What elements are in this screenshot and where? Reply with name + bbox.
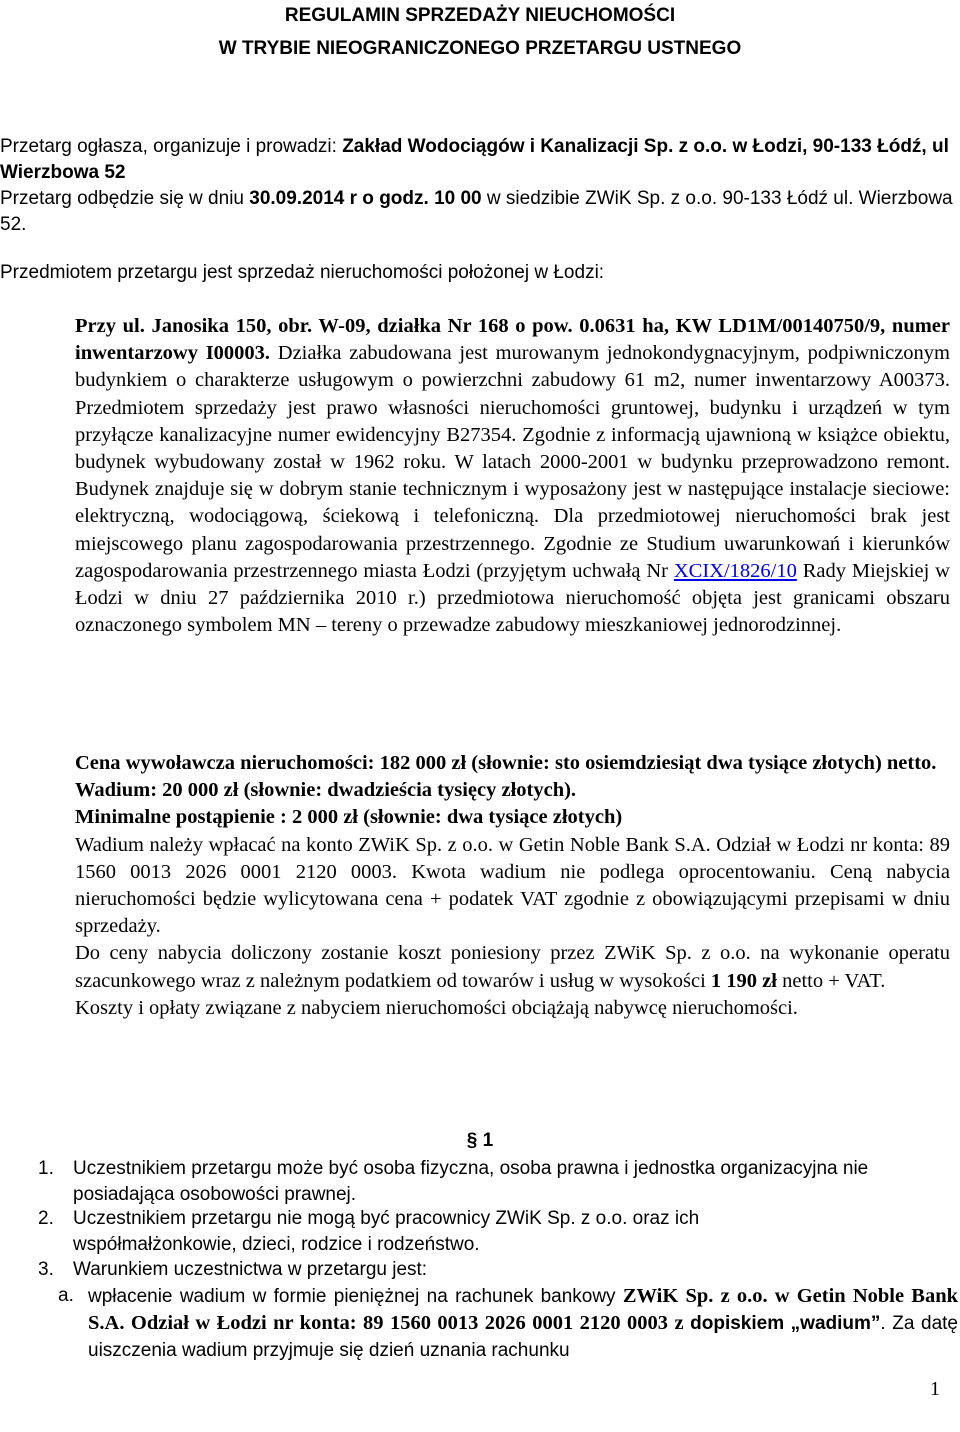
list-item-text: Uczestnikiem przetargu może być osoba fizyczna, osoba prawna i jednostka organizacyjna nie posiadająca osobowości prawnej.	[73, 1158, 869, 1205]
auction-date: 30.09.2014 r o godz. 10 00	[249, 188, 482, 209]
cost-amount: 1 190 zł	[710, 969, 777, 992]
intro-subject	[0, 260, 960, 286]
organizer-label: Przetarg ogłasza, organizuje i prowadzi:	[0, 136, 343, 157]
property-address: Przy ul. Janosika 150, obr. W-09, działka Nr 168 o pow. 0.0631 ha, KW LD1M/00140750/9, numer inwentarzowy I00003.	[75, 315, 950, 365]
sub-item	[88, 1283, 958, 1364]
list-item	[73, 1206, 863, 1258]
section-heading	[0, 1130, 960, 1152]
sub-item-number: a.	[58, 1285, 74, 1306]
minimum-bid: Minimalne postąpienie : 2 000 zł (słownie: dwa tysiące złotych)	[75, 806, 623, 829]
document-title: REGULAMIN SPRZEDAŻY NIEUCHOMOŚCI	[284, 5, 676, 26]
sub-item-text-a: wpłacenie wadium w formie pieniężnej na rachunek bankowy	[88, 1286, 623, 1307]
list-item-text: Uczestnikiem przetargu nie mogą być pracownicy ZWiK Sp. z o.o. oraz ich współmałżonkowie, dzieci, rodzice i rodzeństwo.	[73, 1208, 700, 1255]
resolution-link[interactable]: XCIX/1826/10	[673, 559, 797, 582]
document-subtitle: W TRYBIE NIEOGRANICZONEGO PRZETARGU USTNEGO	[218, 38, 742, 59]
property-text-a: Działka zabudowana jest murowanym jednokondygnacyjnym, podpiwniczonym budynkiem o charakterze usługowym o powierzchni zabudowy 61 m2, numer inwentarzowy A00373. Przedmiotem sprzedaży jest prawo własności nieruchomości gruntowej, budynku i urządzeń w tym przyłącze kanalizacyjne numer ewidencyjny B27354. Zgodnie z informacją ujawnioną w książce obiektu, budynek wybudowany został w 1962 roku. W latach 2000-2001 w budynku przeprowadzono remont. Budynek znajduje się w dobrym stanie technicznym i wyposażony jest w następujące instalacje sieciowe: elektryczną, wodociągową, ściekową i telefoniczną. Dla przedmiotowej nieruchomości brak jest miejscowego planu zagospodarowania przestrzennego. Zgodnie ze Studium uwarunkowań i kierunków zagospodarowania przestrzennego miasta Łodzi (przyjętym uchwałą Nr	[75, 342, 950, 582]
intro-organizer	[0, 134, 955, 186]
date-label: Przetarg odbędzie się w dniu	[0, 188, 250, 209]
section-number: § 1	[467, 1130, 493, 1151]
sub-item-note: dopiskiem „wadium”	[690, 1313, 881, 1334]
deposit-amount: Wadium: 20 000 zł (słownie: dwadzieścia tysięcy złotych).	[75, 779, 577, 802]
fees-text: Koszty i opłaty związane z nabyciem nieruchomości obciążają nabywcę nieruchomości.	[75, 996, 798, 1019]
cost-text-a: Do ceny nabycia doliczony zostanie koszt poniesiony przez ZWiK Sp. z o.o. na wykonanie operatu szacunkowego wraz z należnym podatkiem od towarów i usług w wysokości	[75, 942, 950, 992]
list-item	[73, 1156, 958, 1208]
list-item	[73, 1257, 958, 1283]
starting-price: Cena wywoławcza nieruchomości: 182 000 zł (słownie: sto osiemdziesiąt dwa tysiące złotych) netto.	[75, 752, 937, 774]
list-item-number: 3.	[38, 1259, 54, 1280]
list-item-text: Warunkiem uczestnictwa w przetargu jest:	[73, 1259, 428, 1280]
property-text-b: Rady Miejskiej w Łodzi w dniu 27 października 2010 r.) przedmiotowa nieruchomość objęta jest granicami obszaru oznaczonego symbolem MN – tereny o przewadze zabudowy mieszkaniowej jednorodzinnej.	[75, 559, 950, 637]
property-description	[75, 313, 950, 639]
intro-date	[0, 186, 960, 238]
list-item-number: 2.	[38, 1208, 54, 1229]
deposit-text: Wadium należy wpłacać na konto ZWiK Sp. z o.o. w Getin Noble Bank S.A. Odział w Łodzi nr konta: 89 1560 0013 2026 0001 2120 0003. Kwota wadium nie podlega oprocentowaniu. Ceną nabycia nieruchomości będzie wylicytowana cena + podatek VAT zgodnie z obowiązującymi przepisami w dniu sprzedaży.	[75, 833, 950, 938]
price-section	[75, 750, 950, 1022]
subject-text: Przedmiotem przetargu jest sprzedaż nieruchomości położonej w Łodzi:	[0, 262, 605, 283]
organizer-name: Zakład Wodociągów i Kanalizacji Sp. z o.o. w Łodzi, 90-133 Łódź, ul Wierzbowa 52	[0, 136, 949, 183]
auction-place: w siedzibie ZWiK Sp. z o.o. 90-133 Łódź ul. Wierzbowa 52.	[0, 188, 953, 235]
list-item-number: 1.	[38, 1158, 54, 1179]
cost-text-c: netto + VAT.	[776, 969, 886, 992]
sub-item-text-b: . Za datę uiszczenia wadium przyjmuje się dzień uznania rachunku	[88, 1313, 958, 1361]
page-number: 1	[930, 1378, 940, 1400]
sub-item-bank: ZWiK Sp. z o.o. w Getin Noble Bank S.A. Odział w Łodzi nr konta: 89 1560 0013 2026 0001 2120 0003 z	[88, 1285, 958, 1334]
